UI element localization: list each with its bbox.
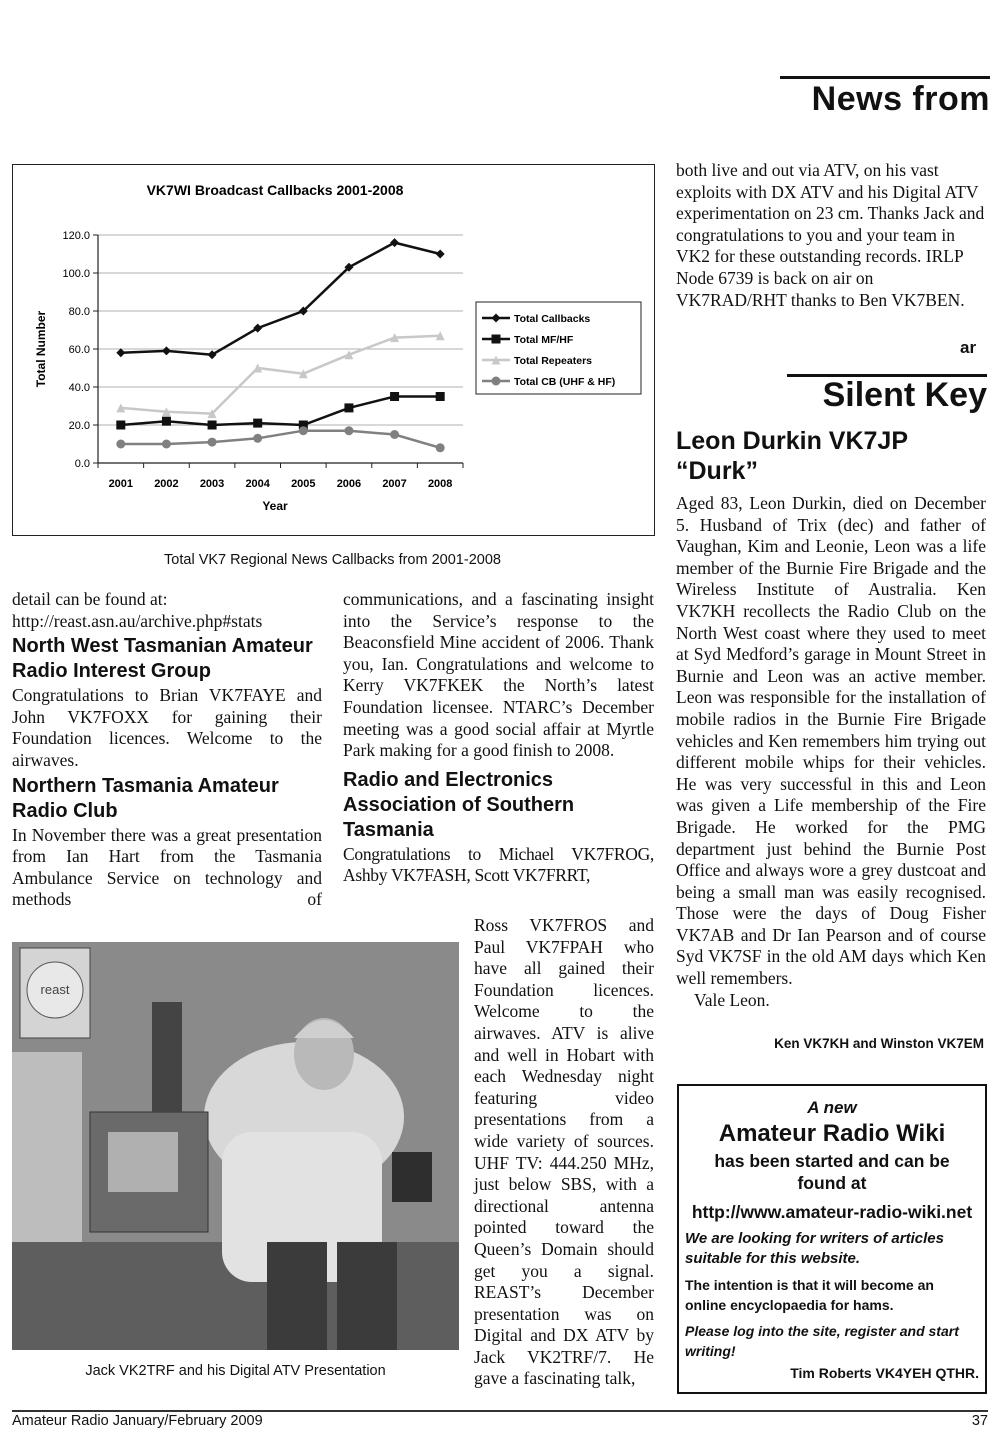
chart-legend-label: Total Callbacks — [514, 313, 591, 325]
chart-data-point — [162, 346, 171, 355]
chart-y-tick-label: 120.0 — [62, 230, 90, 242]
end-of-article-mark: ar — [960, 338, 977, 357]
chart-y-tick-label: 40.0 — [68, 382, 90, 394]
column-middle-wrap — [474, 915, 654, 1390]
wiki-writers: We are looking for writers of articles suitable for this website. — [685, 1230, 944, 1267]
chart-data-point — [208, 421, 217, 430]
wiki-title: Amateur Radio Wiki — [718, 1120, 946, 1147]
chart-legend-label: Total Repeaters — [514, 355, 592, 367]
photo-illustration — [12, 942, 459, 1350]
chart-data-point — [390, 430, 399, 439]
obituary-title — [676, 426, 986, 486]
chart-y-tick-label: 0.0 — [74, 458, 90, 470]
wiki-url[interactable]: http://www.amateur-radio-wiki.net — [691, 1202, 973, 1222]
column-left — [12, 589, 322, 911]
page-section-title: News from — [811, 80, 990, 118]
obituary-body — [676, 493, 986, 1011]
chart-y-tick-label: 80.0 — [68, 306, 90, 318]
reast-body-intro: Congratulations to Michael VK7FROG, Ashby VK7FASH, Scott VK7FRRT, — [343, 843, 654, 886]
chart-caption: Total VK7 Regional News Callbacks from 2001-2008 — [164, 552, 501, 568]
chart-x-tick-label: 2001 — [108, 478, 134, 490]
chart-data-point — [162, 417, 171, 426]
reast-body-continued: both live and out via ATV, on his vast exploits with DX ATV and his Digital ATV experimentation on 23 cm. Thanks Jack and congratulations to you and your team in VK2 for these outstanding records. IRLP Node 6739 is back on air on VK7RAD/RHT thanks to Ben VK7BEN. — [676, 160, 985, 310]
chart-legend-marker — [492, 377, 501, 386]
chart-x-tick-label: 2008 — [427, 478, 453, 490]
wiki-announcement-box — [677, 1084, 987, 1394]
chart-x-tick-label: 2005 — [291, 478, 316, 490]
chart-title: VK7WI Broadcast Callbacks 2001-2008 — [146, 182, 404, 198]
chart-data-point — [299, 426, 308, 435]
poster-text: reast — [40, 982, 70, 997]
wiki-author: Tim Roberts VK4YEH QTHR. — [790, 1365, 979, 1381]
wiki-intention: The intention is that it will become an online encyclopaedia for hams. — [685, 1277, 934, 1313]
chart-y-axis-label: Total Number — [34, 310, 48, 388]
page-number: 37 — [971, 1413, 988, 1429]
chart-data-point — [162, 440, 171, 449]
chart-data-point — [253, 419, 262, 428]
reast-body: Ross VK7FROS and Paul VK7FPAH who have all gained their Foundation licences. Welcome to the airwaves. ATV is alive and well in Hobart with each Wednesday night featuring video presentations from a wide variety of sources. UHF TV: 444.250 MHz, just below SBS, with a directional antenna pointed toward the Queen’s Domain should get you a signal. REAST’s December presentation was on Digital and DX ATV by Jack VK2TRF/7. He gave a fascinating talk, — [474, 915, 654, 1389]
chart-data-point — [344, 403, 353, 412]
chart-y-tick-label: 60.0 — [68, 344, 90, 356]
chart-data-point — [436, 392, 445, 401]
chart-x-tick-label: 2007 — [382, 478, 407, 490]
chart-x-tick-label: 2006 — [336, 478, 362, 490]
wiki-started: has been started and can be found at — [714, 1151, 950, 1193]
chart-data-point — [390, 392, 399, 401]
obituary-nickname: “Durk” — [676, 457, 758, 485]
reast-heading: Radio and Electronics Association of Southern Tasmania — [343, 768, 575, 841]
chart-y-tick-label: 20.0 — [68, 420, 90, 432]
chart-legend-marker — [492, 335, 501, 344]
nw-tasmanian-heading: North West Tasmanian Amateur Radio Interest Group — [12, 635, 313, 683]
chart-legend-label: Total MF/HF — [514, 334, 574, 346]
chart-legend-label: Total CB (UHF & HF) — [514, 376, 616, 388]
obituary-name: Leon Durkin VK7JP — [676, 427, 908, 455]
chart-frame — [12, 164, 655, 536]
chart-data-point — [390, 238, 399, 247]
obituary-vale: Vale Leon. — [694, 989, 770, 1010]
ntarc-body-continued: communications, and a fascinating insight into the Service’s response to the Beaconsfield Mine accident of 2006. Thank you, Ian. Congratulations and welcome to Kerry VK7FKEK the North’s latest Foundation licensee. NTARC’s December meeting was a good social affair at Myrtle Park making for a good finish to 2008. — [343, 589, 654, 761]
wiki-line-new: A new — [807, 1098, 857, 1117]
chart-series-line — [121, 336, 440, 414]
column-middle — [343, 589, 654, 887]
chart-x-axis-label: Year — [262, 499, 288, 513]
chart-y-tick-label: 100.0 — [62, 268, 90, 280]
wiki-please: Please log into the site, register and start writing! — [685, 1323, 959, 1359]
chart-data-point — [436, 443, 445, 452]
footer-publication: Amateur Radio January/February 2009 — [12, 1413, 263, 1429]
chart-data-point — [253, 434, 262, 443]
stats-link-paragraph: detail can be found at: http://reast.asn.au/archive.php#stats — [12, 589, 263, 631]
ntarc-body: In November there was a great presentation from Ian Hart from the Tasmania Ambulance Service on technology and methods of — [12, 824, 322, 910]
header-rule — [780, 76, 990, 79]
chart-data-point — [208, 438, 217, 447]
ntarc-heading: Northern Tasmania Amateur Radio Club — [12, 774, 279, 822]
chart-data-point — [116, 348, 125, 357]
footer-rule — [12, 1410, 988, 1412]
chart-data-point — [116, 440, 125, 449]
silent-key-title: Silent Key — [822, 376, 987, 414]
chart-data-point — [116, 421, 125, 430]
chart-x-tick-label: 2002 — [154, 478, 179, 490]
nw-tasmanian-body: Congratulations to Brian VK7FAYE and John VK7FOXX for gaining their Foundation licences. Welcome to the airwaves. — [12, 685, 322, 770]
obituary-signoff: Ken VK7KH and Winston VK7EM — [774, 1036, 984, 1051]
chart-data-point — [344, 426, 353, 435]
photo-caption: Jack VK2TRF and his Digital ATV Presentation — [85, 1363, 386, 1379]
chart-data-point — [436, 250, 445, 259]
column-right-top — [676, 160, 986, 311]
presentation-photo — [12, 942, 459, 1350]
obituary-text: Aged 83, Leon Durkin, died on December 5. Husband of Trix (dec) and father of Vaughan, Kim and Leonie, Leon was a life member of the Burnie Fire Brigade and the Wireless Institute of Australia. Ken VK7KH recollects the Radio Club on the North West coast where they used to meet at Syd Medford’s garage in Mount Street in Burnie and Leon was an active member. Leon was responsible for the installation of mobile radios in the Burnie Fire Brigade vehicles and Ken remembers him trying out different mobile whips for their vehicles. He was very successful in this and Leon was given a Life membership of the Fire Brigade. He worked for the PMG department just behind the Burnie Post Office and always wore a grey dustcoat and being a small man was easily recognised. Those were the days of Doug Fisher VK7AB and Dr Ian Pearson and of course Syd VK7SF in the old AM days which Ken well remembers. — [676, 493, 986, 989]
chart-x-tick-label: 2004 — [245, 478, 270, 490]
callbacks-chart — [13, 165, 654, 535]
chart-x-tick-label: 2003 — [199, 478, 225, 490]
